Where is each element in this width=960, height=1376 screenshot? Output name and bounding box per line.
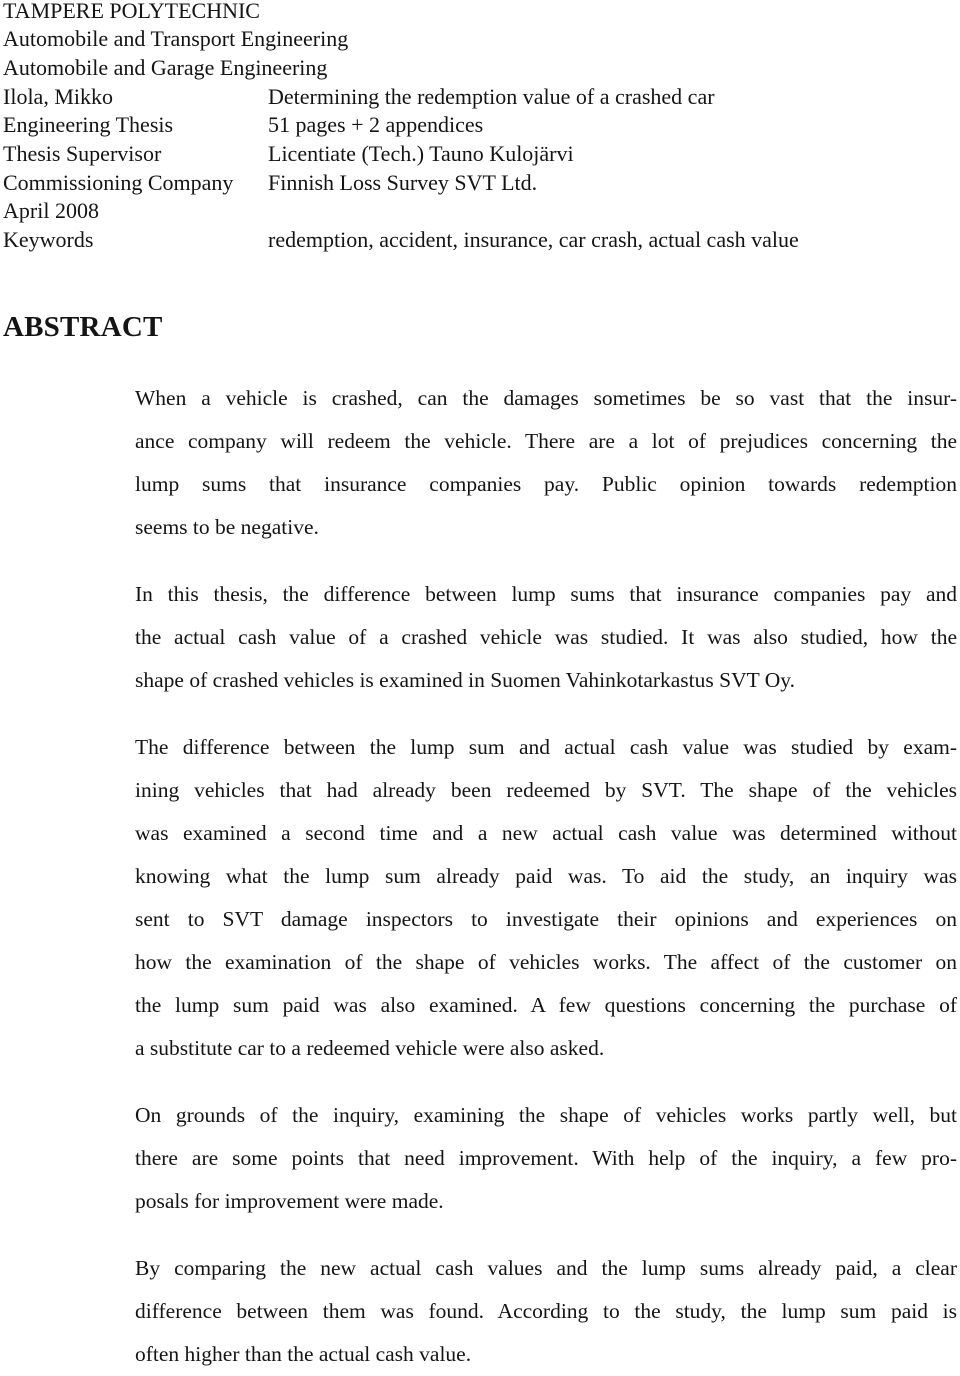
paragraph-line: how the examination of the shape of vehicles works. The affect of the customer on [135, 950, 957, 974]
paragraph-line: shape of crashed vehicles is examined in Suomen Vahinkotarkastus SVT Oy. [135, 668, 796, 692]
supervisor-label: Thesis Supervisor [3, 141, 162, 166]
paragraph-line: knowing what the lump sum already paid was. To aid the study, an inquiry was [135, 864, 957, 888]
paragraph-line: difference between them was found. According to the study, the lump sum paid is [135, 1299, 957, 1323]
paragraph-line: posals for improvement were made. [135, 1189, 444, 1213]
paragraph-line: When a vehicle is crashed, can the damages sometimes be so vast that the insur- [135, 386, 957, 410]
paragraph-line: the actual cash value of a crashed vehicle was studied. It was also studied, how the [135, 625, 957, 649]
specialisation: Automobile and Garage Engineering [3, 55, 328, 80]
paragraph-line: On grounds of the inquiry, examining the shape of vehicles works partly well, but [135, 1103, 957, 1127]
paragraph-line: was examined a second time and a new actual cash value was determined without [135, 821, 957, 845]
paragraph-line: often higher than the actual cash value. [135, 1342, 472, 1366]
paragraph-line: there are some points that need improvement. With help of the inquiry, a few pro- [135, 1146, 957, 1170]
thesis-date: April 2008 [3, 198, 99, 223]
degree-programme: Automobile and Transport Engineering [3, 26, 349, 51]
paragraph-line: ining vehicles that had already been redeemed by SVT. The shape of the vehicles [135, 778, 957, 802]
abstract-heading: ABSTRACT [3, 311, 163, 343]
paragraph-line: ance company will redeem the vehicle. There are a lot of prejudices concerning the [135, 429, 957, 453]
paragraph-line: In this thesis, the difference between lump sums that insurance companies pay and [135, 582, 957, 606]
paragraph-line: By comparing the new actual cash values and the lump sums already paid, a clear [135, 1256, 957, 1280]
supervisor-name: Licentiate (Tech.) Tauno Kulojärvi [268, 141, 574, 166]
company-label: Commissioning Company [3, 170, 234, 195]
paragraph-line: The difference between the lump sum and actual cash value was studied by exam- [135, 735, 957, 759]
institution-name: TAMPERE POLYTECHNIC [3, 0, 260, 23]
thesis-type-label: Engineering Thesis [3, 112, 174, 137]
paragraph-line: seems to be negative. [135, 515, 319, 539]
paragraph-line: sent to SVT damage inspectors to investigate their opinions and experiences on [135, 907, 957, 931]
keywords-label: Keywords [3, 227, 94, 252]
company-name: Finnish Loss Survey SVT Ltd. [268, 170, 538, 195]
paragraph-line: a substitute car to a redeemed vehicle were also asked. [135, 1036, 605, 1060]
author-name: Ilola, Mikko [3, 84, 113, 109]
keywords-value: redemption, accident, insurance, car crash, actual cash value [268, 227, 799, 252]
page-count: 51 pages + 2 appendices [268, 112, 484, 137]
paragraph-line: lump sums that insurance companies pay. Public opinion towards redemption [135, 472, 957, 496]
paragraph-line: the lump sum paid was also examined. A few questions concerning the purchase of [135, 993, 957, 1017]
thesis-title: Determining the redemption value of a crashed car [268, 84, 715, 109]
